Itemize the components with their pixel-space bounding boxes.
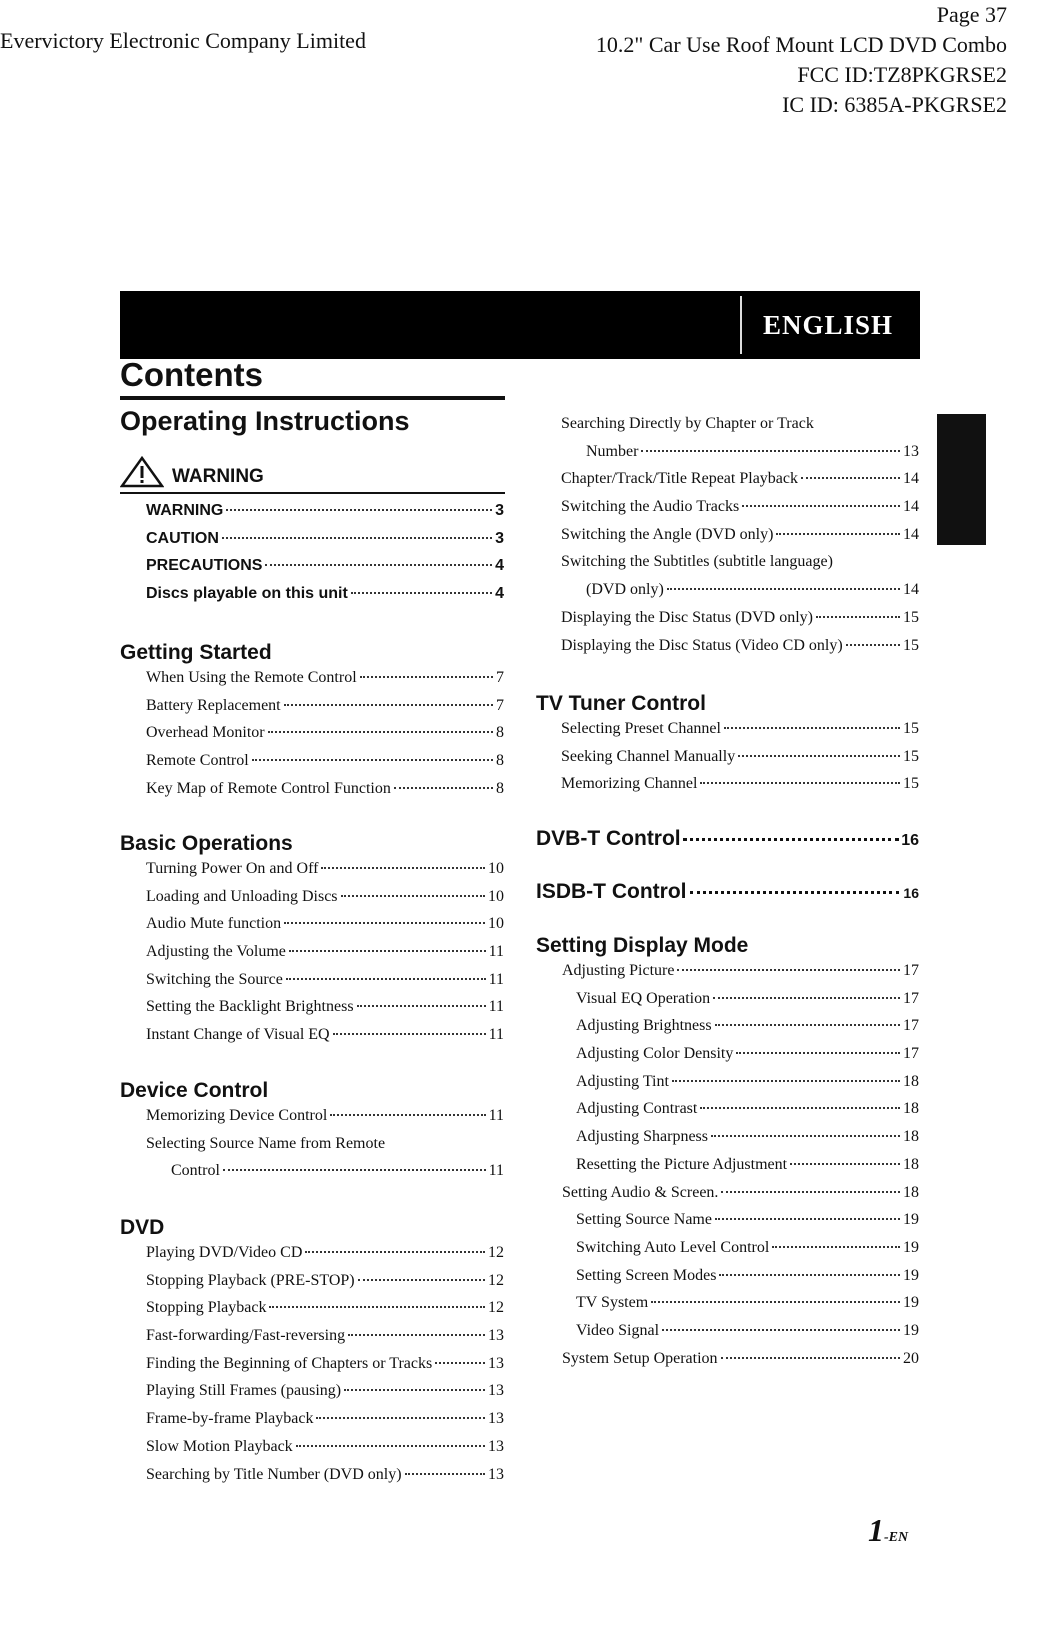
ic-id: IC ID: 6385A-PKGRSE2 bbox=[782, 92, 1007, 117]
toc-entry[interactable]: Turning Power On and Off 10 bbox=[146, 860, 504, 877]
toc-entry[interactable]: Chapter/Track/Title Repeat Playback 14 bbox=[561, 470, 919, 488]
toc-entry[interactable]: Adjusting Color Density 17 bbox=[576, 1045, 919, 1063]
toc-entry[interactable]: Switching the Audio Tracks 14 bbox=[561, 498, 919, 516]
toc-entry[interactable]: System Setup Operation 20 bbox=[562, 1349, 919, 1367]
setting-display-list bbox=[562, 962, 919, 1377]
toc-entry[interactable]: Adjusting Picture 17 bbox=[562, 962, 919, 979]
toc-entry[interactable]: Playing DVD/Video CD 12 bbox=[146, 1244, 504, 1261]
toc-entry[interactable]: Frame-by-frame Playback 13 bbox=[146, 1410, 504, 1428]
toc-entry[interactable]: Number 13 bbox=[586, 442, 919, 460]
section-heading-tv-tuner: TV Tuner Control bbox=[536, 692, 706, 715]
toc-entry[interactable]: Stopping Playback (PRE-STOP) 12 bbox=[146, 1271, 504, 1289]
toc-entry-line[interactable]: Switching the Subtitles (subtitle language) bbox=[561, 553, 833, 571]
toc-entry[interactable]: Control 11 bbox=[171, 1162, 504, 1180]
side-index-tab bbox=[937, 414, 986, 545]
toc-entry[interactable]: Loading and Unloading Discs 10 bbox=[146, 887, 504, 905]
toc-entry[interactable]: Key Map of Remote Control Function 8 bbox=[146, 779, 504, 797]
page-label: Page 37 bbox=[936, 2, 1007, 27]
toc-entry[interactable]: Switching the Source 11 bbox=[146, 970, 504, 988]
section-heading-getting-started: Getting Started bbox=[120, 641, 272, 664]
dvd-continued-list bbox=[561, 415, 919, 664]
toc-entry[interactable]: Displaying the Disc Status (Video CD only) 15 bbox=[561, 636, 919, 654]
toc-entry[interactable]: Displaying the Disc Status (DVD only) 15 bbox=[561, 608, 919, 626]
toc-entry[interactable]: Setting Screen Modes 19 bbox=[576, 1266, 919, 1284]
device-control-list bbox=[146, 1107, 504, 1190]
toc-entry[interactable]: Switching the Angle (DVD only) 14 bbox=[561, 525, 919, 543]
toc-entry[interactable]: Battery Replacement 7 bbox=[146, 696, 504, 714]
toc-entry[interactable]: Adjusting the Volume 11 bbox=[146, 943, 504, 961]
toc-entry[interactable]: Slow Motion Playback 13 bbox=[146, 1437, 504, 1455]
toc-entry[interactable]: Adjusting Sharpness 18 bbox=[576, 1128, 919, 1146]
toc-entry[interactable]: Memorizing Channel 15 bbox=[561, 775, 919, 793]
page-number: 1-EN bbox=[868, 1512, 909, 1548]
warning-heading bbox=[120, 456, 505, 494]
toc-entry[interactable]: Overhead Monitor 8 bbox=[146, 724, 504, 742]
operating-instructions-title: Operating Instructions bbox=[120, 406, 410, 436]
contents-title: Contents bbox=[120, 356, 263, 393]
section-heading-dvd: DVD bbox=[120, 1216, 165, 1239]
document-header bbox=[596, 0, 1007, 120]
toc-entry[interactable]: Playing Still Frames (pausing) 13 bbox=[146, 1382, 504, 1400]
toc-entry[interactable]: Adjusting Brightness 17 bbox=[576, 1017, 919, 1035]
toc-entry[interactable]: Video Signal 19 bbox=[576, 1321, 919, 1339]
toc-entry[interactable]: CAUTION 3 bbox=[146, 529, 504, 547]
warning-triangle-icon bbox=[120, 456, 164, 488]
dvd-list bbox=[146, 1244, 504, 1493]
toc-entry[interactable]: Resetting the Picture Adjustment 18 bbox=[576, 1155, 919, 1173]
tv-tuner-list bbox=[561, 720, 919, 803]
toc-entry[interactable]: Setting Source Name 19 bbox=[576, 1211, 919, 1229]
basic-operations-list bbox=[146, 860, 504, 1054]
toc-entry[interactable]: Memorizing Device Control 11 bbox=[146, 1107, 504, 1124]
toc-entry[interactable]: Setting the Backlight Brightness 11 bbox=[146, 998, 504, 1016]
section-heading-device-control: Device Control bbox=[120, 1079, 269, 1102]
toc-entry[interactable]: Switching Auto Level Control 19 bbox=[576, 1238, 919, 1256]
warning-heading-label: WARNING bbox=[172, 466, 264, 487]
toc-entry-dvbt[interactable]: DVB-T Control 16 bbox=[536, 827, 919, 850]
toc-entry[interactable]: Stopping Playback 12 bbox=[146, 1299, 504, 1317]
toc-entry[interactable]: WARNING 3 bbox=[146, 502, 504, 519]
toc-entry[interactable]: Setting Audio & Screen. 18 bbox=[562, 1183, 919, 1201]
toc-entry[interactable]: Visual EQ Operation 17 bbox=[576, 989, 919, 1007]
language-label: ENGLISH bbox=[740, 296, 914, 354]
warning-list bbox=[146, 502, 504, 613]
toc-entry-line[interactable]: Searching Directly by Chapter or Track bbox=[561, 415, 814, 432]
toc-entry[interactable]: Discs playable on this unit 4 bbox=[146, 585, 504, 603]
toc-entry[interactable]: Selecting Preset Channel 15 bbox=[561, 720, 919, 737]
company-name: Evervictory Electronic Company Limited bbox=[0, 28, 366, 53]
toc-entry[interactable]: (DVD only) 14 bbox=[586, 581, 919, 599]
toc-entry-line[interactable]: Selecting Source Name from Remote bbox=[146, 1134, 386, 1152]
language-banner bbox=[120, 291, 920, 359]
toc-entry[interactable]: Searching by Title Number (DVD only) 13 bbox=[146, 1465, 504, 1483]
toc-entry[interactable]: When Using the Remote Control 7 bbox=[146, 669, 504, 686]
toc-entry[interactable]: PRECAUTIONS 4 bbox=[146, 557, 504, 575]
toc-entry[interactable]: Adjusting Contrast 18 bbox=[576, 1100, 919, 1118]
fcc-id: FCC ID:TZ8PKGRSE2 bbox=[797, 62, 1007, 87]
toc-entry[interactable]: Finding the Beginning of Chapters or Tracks 13 bbox=[146, 1354, 504, 1372]
product-title: 10.2" Car Use Roof Mount LCD DVD Combo bbox=[595, 32, 1007, 57]
toc-entry[interactable]: TV System 19 bbox=[576, 1294, 919, 1312]
contents-underline bbox=[120, 396, 505, 400]
section-heading-basic-operations: Basic Operations bbox=[120, 832, 293, 855]
toc-entry-isdbt[interactable]: ISDB-T Control 16 bbox=[536, 880, 919, 903]
toc-entry[interactable]: Seeking Channel Manually 15 bbox=[561, 747, 919, 765]
section-heading-setting-display: Setting Display Mode bbox=[536, 934, 749, 957]
toc-entry[interactable]: Audio Mute function 10 bbox=[146, 915, 504, 933]
toc-entry[interactable]: Fast-forwarding/Fast-reversing 13 bbox=[146, 1327, 504, 1345]
toc-entry[interactable]: Adjusting Tint 18 bbox=[576, 1072, 919, 1090]
toc-entry[interactable]: Remote Control 8 bbox=[146, 752, 504, 770]
getting-started-list bbox=[146, 669, 504, 807]
toc-entry[interactable]: Instant Change of Visual EQ 11 bbox=[146, 1026, 504, 1044]
